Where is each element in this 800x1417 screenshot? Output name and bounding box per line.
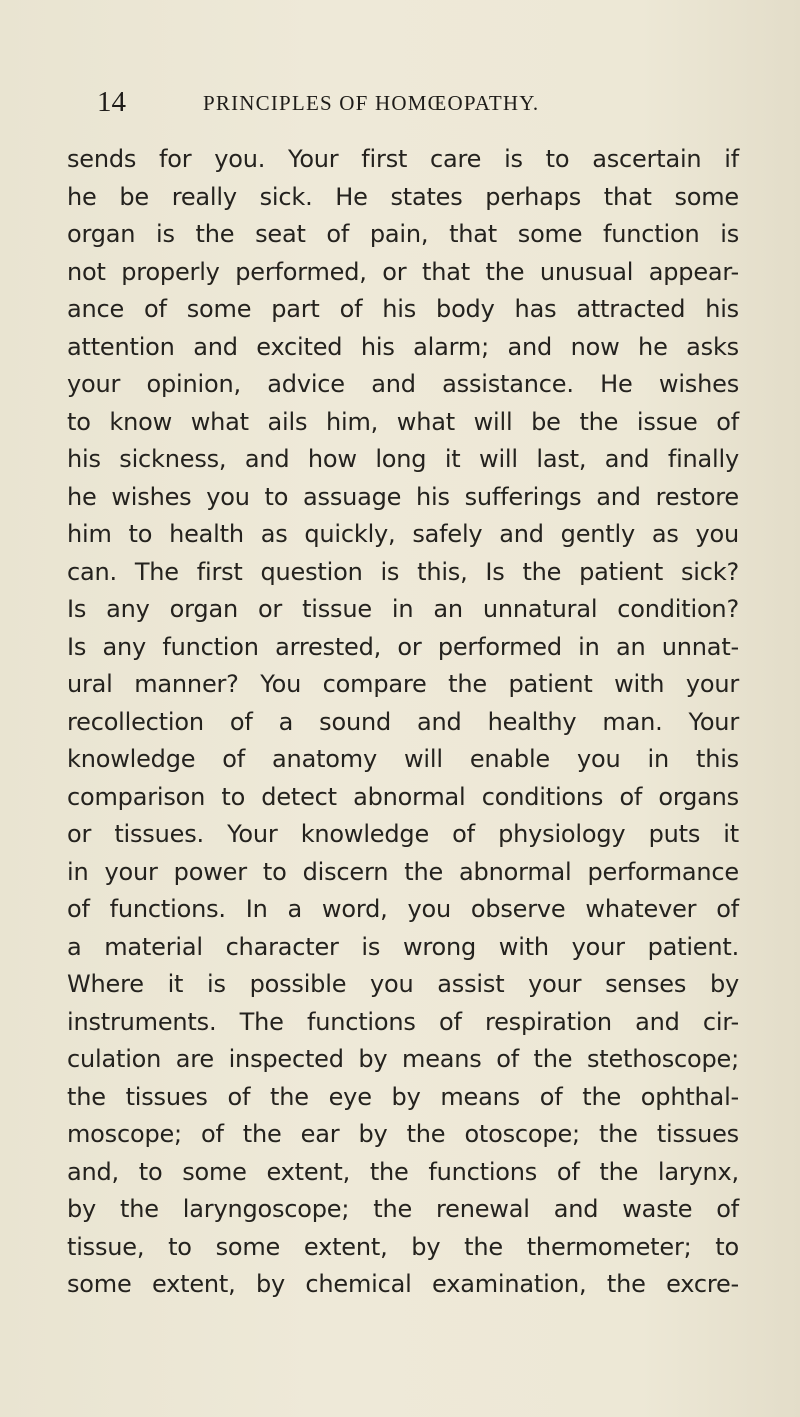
text-line: by the laryngoscope; the renewal and waste of [67, 1195, 739, 1223]
text-line: tissue, to some extent, by the thermometer; to [67, 1232, 739, 1261]
text-line: can. The first question is this, Is the patient sick? [67, 557, 739, 586]
text-line: some extent, by chemical examination, the excre- [67, 1270, 739, 1298]
page-number: 14 [97, 86, 126, 118]
text-line: him to health as quickly, safely and gently as you [67, 520, 739, 548]
text-line: the tissues of the eye by means of the ophthal- [67, 1082, 739, 1111]
text-line: knowledge of anatomy will enable you in this [67, 745, 739, 773]
text-line: Is any function arrested, or performed in an unnat- [67, 632, 739, 661]
text-line: ance of some part of his body has attracted his [67, 295, 739, 323]
text-line: culation are inspected by means of the stethoscope; [67, 1045, 739, 1073]
page-header [0, 86, 800, 118]
text-line: or tissues. Your knowledge of physiology puts it [67, 820, 739, 848]
text-line: and, to some extent, the functions of the larynx, [67, 1157, 739, 1186]
text-line: organ is the seat of pain, that some function is [67, 220, 739, 248]
text-line: in your power to discern the abnormal performance [67, 857, 739, 886]
text-line: comparison to detect abnormal conditions of organs [67, 782, 739, 811]
text-line: your opinion, advice and assistance. He wishes [67, 370, 739, 398]
running-title: PRINCIPLES OF HOMŒOPATHY. [203, 91, 540, 115]
text-line: attention and excited his alarm; and now he asks [67, 332, 739, 361]
text-line: not properly performed, or that the unusual appear- [67, 257, 739, 286]
text-line: Where it is possible you assist your senses by [67, 970, 739, 998]
body-text [67, 141, 739, 1304]
text-line: he wishes you to assuage his sufferings and restore [67, 482, 739, 511]
text-line: ural manner? You compare the patient with your [67, 670, 739, 698]
text-line: Is any organ or tissue in an unnatural condition? [67, 595, 739, 623]
text-line: instruments. The functions of respiration and cir- [67, 1007, 739, 1036]
text-line: a material character is wrong with your patient. [67, 932, 739, 961]
text-line: to know what ails him, what will be the issue of [67, 407, 739, 436]
text-line: he be really sick. He states perhaps that some [67, 182, 739, 211]
text-line: sends for you. Your first care is to ascertain if [67, 145, 739, 173]
text-line: recollection of a sound and healthy man. Your [67, 707, 739, 736]
text-line: moscope; of the ear by the otoscope; the tissues [67, 1120, 739, 1148]
text-line: of functions. In a word, you observe whatever of [67, 895, 739, 923]
text-line: his sickness, and how long it will last, and finally [67, 445, 739, 473]
